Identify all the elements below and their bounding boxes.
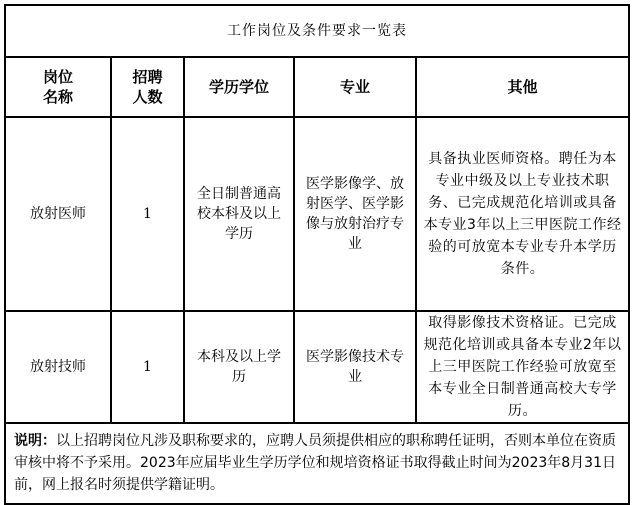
- table-row: [5, 311, 629, 423]
- position-text: 放射医师: [30, 206, 86, 222]
- header-education: 学历学位: [184, 57, 294, 117]
- position-text: 放射技师: [30, 359, 86, 375]
- table-row: [5, 117, 629, 311]
- cell-position: [5, 311, 111, 423]
- cell-major: [294, 117, 416, 311]
- cell-major: [294, 311, 416, 423]
- note-cell: [5, 423, 629, 504]
- cell-education: [184, 311, 294, 423]
- header-row: [5, 57, 629, 117]
- header-line: 招聘: [132, 68, 163, 86]
- cell-position: [5, 117, 111, 311]
- header-line: 人数: [132, 88, 163, 106]
- table-title: 工作岗位及条件要求一览表: [5, 5, 629, 57]
- header-headcount: [111, 57, 184, 117]
- cell-other: [416, 117, 629, 311]
- major-text: 医学影像技术专业: [306, 349, 404, 385]
- cell-count: 1: [111, 311, 184, 423]
- header-other: 其他: [416, 57, 629, 117]
- header-position-name: [5, 57, 111, 117]
- cell-education: [184, 117, 294, 311]
- major-text: 医学影像学、放射医学、医学影像与放射治疗专业: [306, 176, 404, 252]
- education-text: 本科及以上学历: [197, 349, 281, 385]
- cell-count: 1: [111, 117, 184, 311]
- header-line: 名称: [42, 88, 73, 106]
- education-text: 全日制普通高校本科及以上学历: [197, 186, 281, 242]
- other-text: 具备执业医师资格。聘任为本专业中级及以上专业技术职务、已完成规范化培训或具备本专业3年以上三甲医院工作经验的可放宽本专业专升本学历条件。: [423, 151, 622, 277]
- header-line: 岗位: [42, 68, 73, 86]
- header-major: 专业: [294, 57, 416, 117]
- note-label: 说明：: [14, 433, 56, 449]
- note-row: [5, 423, 629, 504]
- job-requirements-table: [4, 4, 630, 505]
- other-text: 取得影像技术资格证。已完成规范化培训或具备本专业2年以上三甲医院工作经验可放宽至本专业全日制普通高校大专学历。: [423, 315, 622, 419]
- note-text: 以上招聘岗位凡涉及职称要求的，应聘人员须提供相应的职称聘任证明，否则本单位在资质审核中将不予采用。2023年应届毕业生学历学位和规培资格证书取得截止时间为2023年8月31日前，网上报名时须提供学籍证明。: [14, 433, 616, 493]
- cell-other: [416, 311, 629, 423]
